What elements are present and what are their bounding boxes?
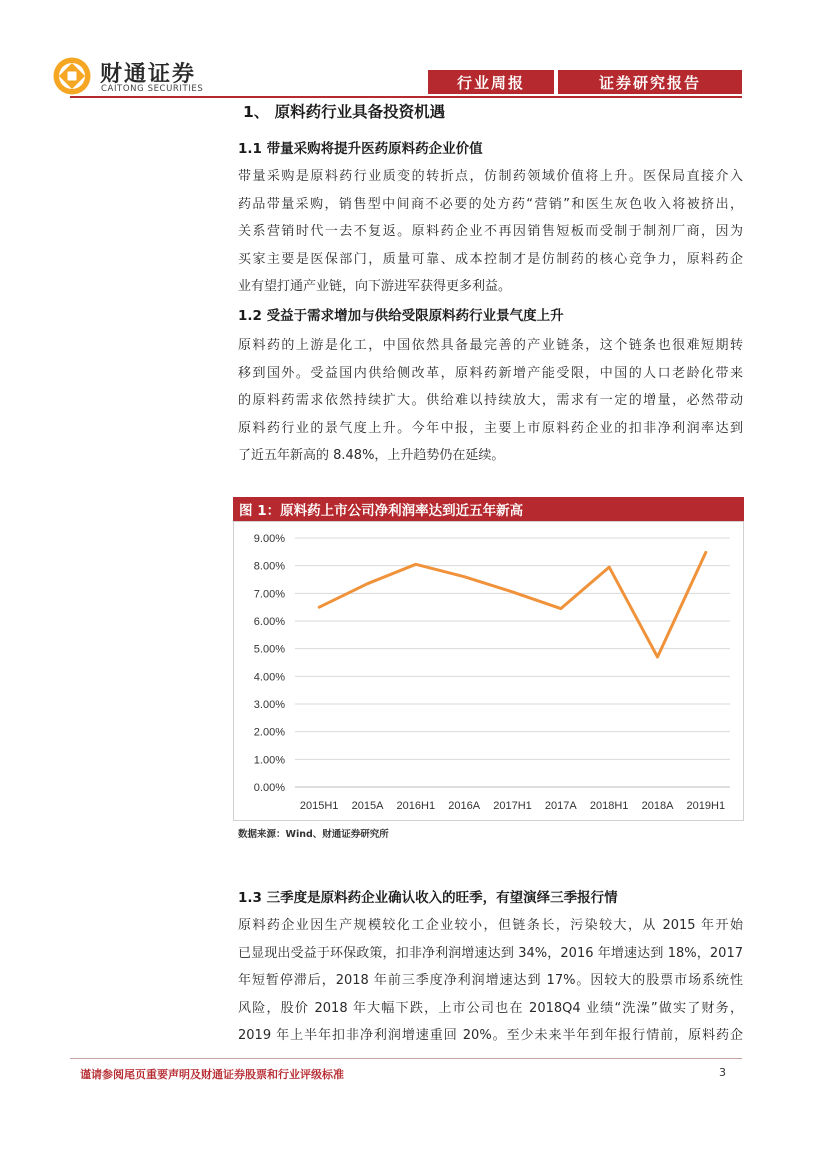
paragraph-line: 原料药企业因生产规模较化工企业较小，但链条长，污染较大，从 2015 年开始 [238,918,743,933]
tag-weekly-report: 行业周报 [428,70,554,94]
paragraph-line: 带量采购是原料药行业质变的转折点，仿制药领域价值将上升。医保局直接介入 [238,169,743,184]
x-tick-label: 2015H1 [299,800,339,812]
figure-title: 图 1：原料药上市公司净利润率达到近五年新高 [233,497,744,521]
paragraph-line: 年短暂停滞后，2018 年前三季度净利润增速达到 17%。因较大的股票市场系统性 [238,973,743,988]
chart-frame [234,522,744,821]
paragraph-line: 已显现出受益于环保政策，扣非净利润增速达到 34%，2016 年增速达到 18%，2017 [238,945,743,961]
y-tick-label: 3.00% [253,699,285,711]
subsection-1-3-paragraph [238,912,743,1050]
x-tick-label: 2016H1 [396,800,436,812]
company-logo [52,56,232,96]
profit-margin-chart [233,521,744,821]
paragraph-line: 了近五年新高的 8.48%，上升趋势仍在延续。 [238,448,505,463]
y-tick-label: 7.00% [253,588,285,601]
paragraph-line: 买家主要是医保部门，质量可靠、成本控制才是仿制药的核心竞争力，原料药企 [238,251,743,267]
figure-source: 数据来源：Wind、财通证券研究所 [238,829,389,840]
subsection-1-2-paragraph [238,332,743,470]
paragraph-line: 原料药的上游是化工，中国依然具备最完善的产业链条，这个链条也很难短期转 [238,338,743,353]
y-tick-label: 0.00% [253,782,285,794]
paragraph-line: 的原料药需求依然持续扩大。供给难以持续放大，需求有一定的增量，必然带动 [238,393,743,408]
y-tick-label: 1.00% [253,754,285,767]
page-number: 3 [719,1066,726,1079]
paragraph-line: 业有望打通产业链，向下游进军获得更多利益。 [238,279,512,294]
footer-divider [70,1058,742,1059]
y-tick-label: 2.00% [253,726,285,739]
paragraph-line: 药品带量采购，销售型中间商不必要的处方药“营销”和医生灰色收入将被挤出， [238,196,743,212]
section-heading: 1、 原料药行业具备投资机遇 [243,103,446,121]
x-tick-label: 2016A [448,800,481,812]
x-tick-label: 2018H1 [589,800,629,812]
y-tick-label: 8.00% [253,560,285,573]
line-chart-svg [233,521,744,821]
y-tick-label: 9.00% [253,533,285,545]
paragraph-line: 原料药行业的景气度上升。今年中报，主要上市原料药企业的扣非净利润率达到 [238,420,743,436]
y-tick-label: 4.00% [253,671,285,684]
subsection-1-3-title: 1.3 三季度是原料药企业确认收入的旺季，有望演绎三季报行情 [238,890,618,906]
paragraph-line: 关系营销时代一去不复返。原料药企业不再因销售短板而受制于制剂厂商，因为 [238,224,743,239]
x-tick-label: 2015A [351,800,384,812]
tag-research-report: 证券研究报告 [558,70,742,94]
logo-emblem-icon [52,56,92,96]
logo-chinese-name: 财通证券 [100,62,197,87]
y-tick-label: 5.00% [253,643,285,656]
paragraph-line: 风险，股价 2018 年大幅下跌，上市公司也在 2018Q4 业绩“洗澡”做实了财务， [238,1000,743,1016]
x-tick-label: 2017A [544,800,577,812]
footer-disclaimer: 谨请参阅尾页重要声明及财通证券股票和行业评级标准 [80,1068,344,1081]
header-divider [70,96,742,98]
x-tick-label: 2017H1 [493,800,532,812]
x-tick-label: 2019H1 [686,800,726,812]
paragraph-line: 2019 年上半年扣非净利润增速重回 20%。至少未来半年到年报行情前，原料药企 [238,1028,743,1043]
subsection-1-1-paragraph [238,163,743,301]
paragraph-line: 移到国外。受益国内供给侧改革，原料药新增产能受限，中国的人口老龄化带来 [238,365,743,381]
subsection-1-1-title: 1.1 带量采购将提升医药原料药企业价值 [238,141,483,157]
y-tick-label: 6.00% [253,616,285,628]
logo-english-name: CAITONG SECURITIES [101,84,204,94]
x-tick-label: 2018A [641,800,674,812]
subsection-1-2-title: 1.2 受益于需求增加与供给受限原料药行业景气度上升 [238,308,564,324]
